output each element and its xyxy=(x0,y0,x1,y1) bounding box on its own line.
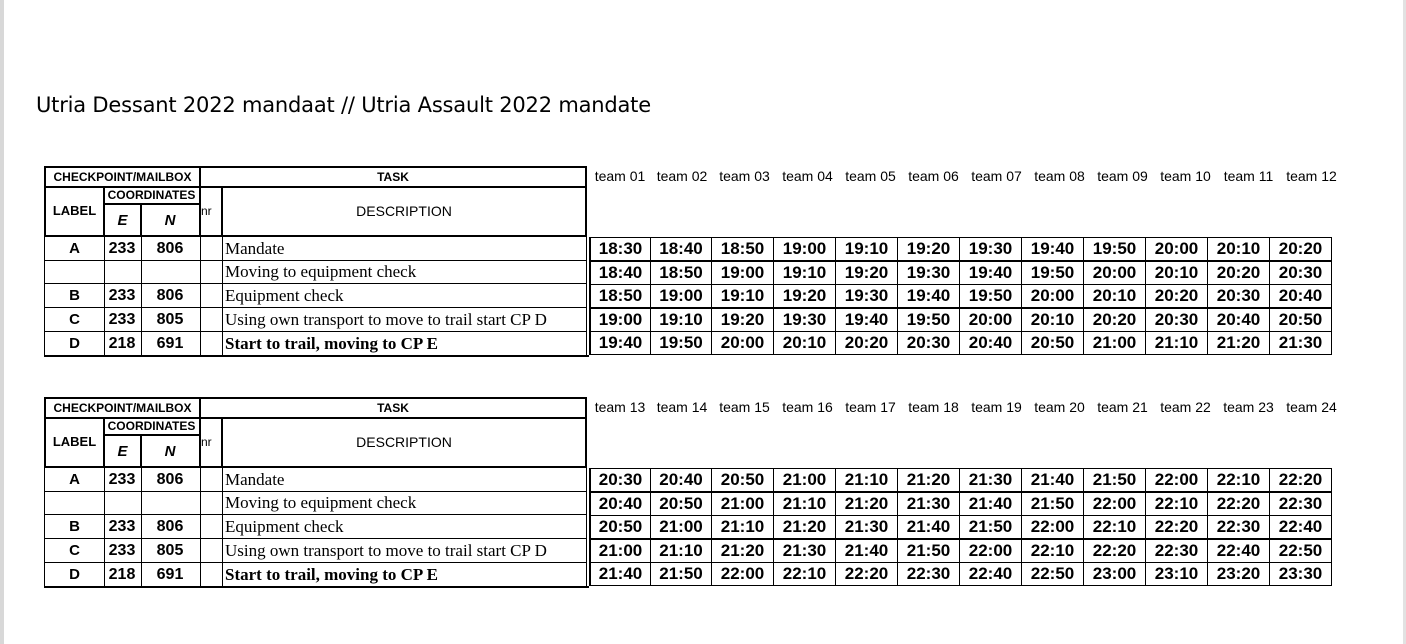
time-cell: 20:50 xyxy=(650,492,712,516)
time-cell: 22:30 xyxy=(1207,515,1270,539)
time-cell: 19:30 xyxy=(959,237,1022,261)
time-cell: 21:00 xyxy=(711,492,774,516)
team-header: team 21 xyxy=(1097,399,1148,415)
time-cell: 20:30 xyxy=(897,331,960,355)
time-cell: 19:00 xyxy=(711,261,774,285)
time-cell: 21:50 xyxy=(650,562,712,586)
row-coord-n: 805 xyxy=(140,308,201,332)
row-nr xyxy=(199,260,223,284)
row-coord-n xyxy=(140,260,201,284)
time-cell: 20:30 xyxy=(589,468,651,492)
row-coord-e xyxy=(103,260,142,284)
time-cell: 19:00 xyxy=(650,284,712,308)
time-cell: 20:30 xyxy=(1207,284,1270,308)
time-cell: 20:20 xyxy=(1207,261,1270,285)
time-cell: 20:40 xyxy=(959,331,1022,355)
team-header: team 22 xyxy=(1160,399,1211,415)
time-cell: 22:30 xyxy=(1269,492,1332,516)
time-cell: 19:50 xyxy=(650,331,712,355)
time-cell: 20:40 xyxy=(589,492,651,516)
schedule-block xyxy=(44,166,1354,366)
time-cell: 22:20 xyxy=(1083,539,1146,563)
time-cell: 20:40 xyxy=(650,468,712,492)
row-nr xyxy=(199,563,223,587)
time-cell: 20:20 xyxy=(1145,284,1208,308)
nr-header: nr xyxy=(199,417,221,468)
time-cell: 19:10 xyxy=(835,237,898,261)
row-coord-e: 233 xyxy=(103,308,142,332)
time-cell: 19:50 xyxy=(959,284,1022,308)
time-cell: 21:20 xyxy=(711,539,774,563)
time-cell: 20:50 xyxy=(589,515,651,539)
time-cell: 19:20 xyxy=(773,284,836,308)
time-cell: 22:10 xyxy=(773,562,836,586)
row-nr xyxy=(199,308,223,332)
time-cell: 20:20 xyxy=(1269,237,1332,261)
time-cell: 21:00 xyxy=(589,539,651,563)
time-cell: 22:30 xyxy=(897,562,960,586)
time-cell: 20:00 xyxy=(959,308,1022,332)
time-cell: 20:20 xyxy=(835,331,898,355)
team-header: team 13 xyxy=(594,399,646,415)
time-cell: 19:30 xyxy=(897,261,960,285)
team-header: team 23 xyxy=(1223,399,1274,415)
row-coord-n: 691 xyxy=(140,332,201,356)
row-nr xyxy=(199,284,223,308)
row-coord-n xyxy=(140,491,201,515)
table-bottom-border xyxy=(44,355,589,357)
row-coord-n: 806 xyxy=(140,515,201,539)
time-cell: 22:40 xyxy=(1269,515,1332,539)
time-cell: 19:10 xyxy=(711,284,774,308)
row-label: C xyxy=(44,539,105,563)
team-header: team 05 xyxy=(845,168,896,184)
row-label xyxy=(44,260,105,284)
row-description: Moving to equipment check xyxy=(221,491,587,515)
description-header: DESCRIPTION xyxy=(221,417,587,468)
team-header: team 12 xyxy=(1286,168,1337,184)
row-coord-e: 233 xyxy=(103,515,142,539)
row-coord-e: 233 xyxy=(103,468,142,492)
team-header: team 11 xyxy=(1223,168,1274,184)
time-cell: 22:00 xyxy=(1145,468,1208,492)
team-header: team 08 xyxy=(1034,168,1085,184)
schedule-block xyxy=(44,397,1354,597)
time-cell: 20:00 xyxy=(1021,284,1084,308)
time-cell: 21:30 xyxy=(959,468,1022,492)
time-cell: 19:00 xyxy=(773,237,836,261)
time-cell: 22:30 xyxy=(1145,539,1208,563)
time-cell: 21:00 xyxy=(650,515,712,539)
row-coord-e xyxy=(103,491,142,515)
time-cell: 18:50 xyxy=(650,261,712,285)
row-label: A xyxy=(44,237,105,261)
row-label: B xyxy=(44,515,105,539)
time-cell: 21:10 xyxy=(835,468,898,492)
row-coord-n: 691 xyxy=(140,563,201,587)
time-cell: 20:50 xyxy=(1021,331,1084,355)
row-description: Start to trail, moving to CP E xyxy=(221,332,587,356)
row-description: Using own transport to move to trail start CP D xyxy=(221,539,587,563)
checkpoint-header: CHECKPOINT/MAILBOX xyxy=(44,397,201,419)
time-cell: 20:10 xyxy=(773,331,836,355)
row-coord-n: 805 xyxy=(140,539,201,563)
e-header: E xyxy=(103,204,142,237)
row-nr xyxy=(199,468,223,492)
coordinates-header: COORDINATES xyxy=(103,417,201,435)
time-cell: 18:50 xyxy=(589,284,651,308)
time-cell: 21:40 xyxy=(959,492,1022,516)
time-cell: 19:10 xyxy=(650,308,712,332)
time-cell: 21:10 xyxy=(711,515,774,539)
time-cell: 22:00 xyxy=(711,562,774,586)
time-cell: 19:40 xyxy=(1021,237,1084,261)
time-cell: 19:20 xyxy=(711,308,774,332)
time-cell: 22:50 xyxy=(1021,562,1084,586)
row-coord-e: 233 xyxy=(103,539,142,563)
time-cell: 22:10 xyxy=(1145,492,1208,516)
row-description: Moving to equipment check xyxy=(221,260,587,284)
row-nr xyxy=(199,237,223,261)
time-cell: 19:10 xyxy=(773,261,836,285)
time-cell: 21:30 xyxy=(835,515,898,539)
time-cell: 22:40 xyxy=(959,562,1022,586)
time-cell: 18:30 xyxy=(589,237,651,261)
description-header: DESCRIPTION xyxy=(221,186,587,237)
time-cell: 19:00 xyxy=(589,308,651,332)
time-cell: 22:20 xyxy=(835,562,898,586)
time-cell: 18:40 xyxy=(650,237,712,261)
document-title: Utria Dessant 2022 mandaat // Utria Assault 2022 mandate xyxy=(36,93,651,117)
time-cell: 20:20 xyxy=(1083,308,1146,332)
team-header: team 14 xyxy=(656,399,708,415)
nr-header: nr xyxy=(199,186,221,237)
team-header: team 15 xyxy=(719,399,770,415)
time-cell: 19:40 xyxy=(897,284,960,308)
time-cell: 21:40 xyxy=(835,539,898,563)
team-header: team 18 xyxy=(908,399,959,415)
time-cell: 21:10 xyxy=(650,539,712,563)
checkpoint-header: CHECKPOINT/MAILBOX xyxy=(44,166,201,188)
time-cell: 19:40 xyxy=(589,331,651,355)
time-cell: 21:20 xyxy=(773,515,836,539)
row-description: Using own transport to move to trail start CP D xyxy=(221,308,587,332)
time-cell: 18:40 xyxy=(589,261,651,285)
time-cell: 20:30 xyxy=(1269,261,1332,285)
label-header: LABEL xyxy=(44,186,105,237)
row-description: Equipment check xyxy=(221,515,587,539)
time-cell: 20:00 xyxy=(1083,261,1146,285)
row-coord-n: 806 xyxy=(140,284,201,308)
team-header: team 16 xyxy=(782,399,833,415)
team-header: team 02 xyxy=(656,168,708,184)
time-cell: 21:10 xyxy=(773,492,836,516)
time-cell: 20:50 xyxy=(1269,308,1332,332)
page-edge-left xyxy=(0,0,4,644)
time-cell: 21:40 xyxy=(1021,468,1084,492)
label-header: LABEL xyxy=(44,417,105,468)
row-coord-e: 218 xyxy=(103,563,142,587)
task-header: TASK xyxy=(199,166,587,188)
e-header: E xyxy=(103,435,142,468)
time-cell: 22:00 xyxy=(1083,492,1146,516)
time-cell: 20:00 xyxy=(1145,237,1208,261)
row-coord-e: 233 xyxy=(103,237,142,261)
row-description: Mandate xyxy=(221,468,587,492)
time-cell: 21:50 xyxy=(1021,492,1084,516)
time-cell: 22:20 xyxy=(1145,515,1208,539)
row-coord-e: 218 xyxy=(103,332,142,356)
time-cell: 19:50 xyxy=(1021,261,1084,285)
time-cell: 21:30 xyxy=(897,492,960,516)
time-cell: 19:20 xyxy=(897,237,960,261)
time-cell: 21:40 xyxy=(897,515,960,539)
row-label: D xyxy=(44,332,105,356)
time-cell: 19:30 xyxy=(835,284,898,308)
time-cell: 19:20 xyxy=(835,261,898,285)
row-coord-n: 806 xyxy=(140,468,201,492)
team-header: team 20 xyxy=(1034,399,1085,415)
time-cell: 23:30 xyxy=(1269,562,1332,586)
team-header: team 07 xyxy=(971,168,1022,184)
row-coord-e: 233 xyxy=(103,284,142,308)
time-cell: 21:00 xyxy=(773,468,836,492)
row-nr xyxy=(199,332,223,356)
time-cell: 22:00 xyxy=(1021,515,1084,539)
time-cell: 20:10 xyxy=(1207,237,1270,261)
time-cell: 21:30 xyxy=(1269,331,1332,355)
row-nr xyxy=(199,539,223,563)
row-label: D xyxy=(44,563,105,587)
coordinates-header: COORDINATES xyxy=(103,186,201,204)
time-cell: 21:10 xyxy=(1145,331,1208,355)
team-header: team 09 xyxy=(1097,168,1148,184)
time-cell: 19:40 xyxy=(959,261,1022,285)
time-cell: 22:10 xyxy=(1021,539,1084,563)
row-label xyxy=(44,491,105,515)
team-header: team 24 xyxy=(1286,399,1337,415)
row-nr xyxy=(199,491,223,515)
time-cell: 23:20 xyxy=(1207,562,1270,586)
time-cell: 21:50 xyxy=(897,539,960,563)
time-cell: 22:20 xyxy=(1269,468,1332,492)
team-header: team 03 xyxy=(719,168,770,184)
time-cell: 19:50 xyxy=(1083,237,1146,261)
table-bottom-border xyxy=(44,586,589,588)
time-cell: 20:40 xyxy=(1207,308,1270,332)
row-label: A xyxy=(44,468,105,492)
time-cell: 19:50 xyxy=(897,308,960,332)
time-cell: 20:00 xyxy=(711,331,774,355)
team-header: team 06 xyxy=(908,168,959,184)
row-label: C xyxy=(44,308,105,332)
row-nr xyxy=(199,515,223,539)
time-cell: 22:10 xyxy=(1083,515,1146,539)
time-cell: 21:20 xyxy=(1207,331,1270,355)
team-header: team 10 xyxy=(1160,168,1211,184)
row-label: B xyxy=(44,284,105,308)
row-description: Mandate xyxy=(221,237,587,261)
time-cell: 20:10 xyxy=(1145,261,1208,285)
time-cell: 18:50 xyxy=(711,237,774,261)
time-cell: 21:40 xyxy=(589,562,651,586)
task-header: TASK xyxy=(199,397,587,419)
row-description: Start to trail, moving to CP E xyxy=(221,563,587,587)
row-coord-n: 806 xyxy=(140,237,201,261)
team-header: team 01 xyxy=(594,168,646,184)
n-header: N xyxy=(140,204,201,237)
time-cell: 22:00 xyxy=(959,539,1022,563)
time-cell: 19:30 xyxy=(773,308,836,332)
time-cell: 21:20 xyxy=(835,492,898,516)
time-cell: 22:10 xyxy=(1207,468,1270,492)
time-cell: 22:20 xyxy=(1207,492,1270,516)
time-cell: 23:10 xyxy=(1145,562,1208,586)
time-cell: 21:20 xyxy=(897,468,960,492)
row-description: Equipment check xyxy=(221,284,587,308)
time-cell: 22:40 xyxy=(1207,539,1270,563)
time-cell: 20:30 xyxy=(1145,308,1208,332)
time-cell: 21:50 xyxy=(959,515,1022,539)
n-header: N xyxy=(140,435,201,468)
time-cell: 20:50 xyxy=(711,468,774,492)
time-cell: 20:10 xyxy=(1083,284,1146,308)
time-cell: 21:30 xyxy=(773,539,836,563)
time-cell: 20:40 xyxy=(1269,284,1332,308)
team-header: team 19 xyxy=(971,399,1022,415)
time-cell: 22:50 xyxy=(1269,539,1332,563)
time-cell: 21:50 xyxy=(1083,468,1146,492)
team-header: team 04 xyxy=(782,168,833,184)
time-cell: 20:10 xyxy=(1021,308,1084,332)
time-cell: 21:00 xyxy=(1083,331,1146,355)
time-cell: 19:40 xyxy=(835,308,898,332)
time-cell: 23:00 xyxy=(1083,562,1146,586)
team-header: team 17 xyxy=(845,399,896,415)
